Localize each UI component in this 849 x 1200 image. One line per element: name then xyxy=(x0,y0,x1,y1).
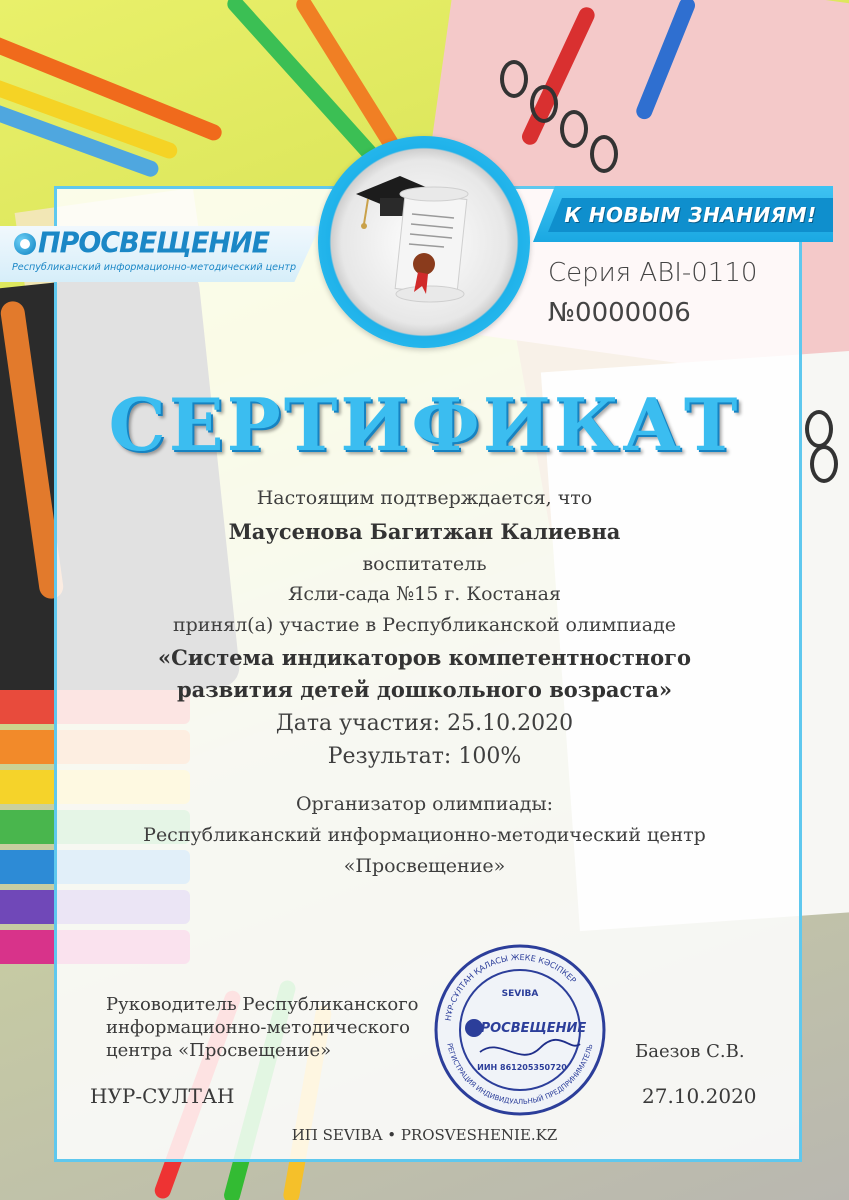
confirm-text: Настоящим подтверждается, что xyxy=(256,487,593,509)
signatory-role-line3: центра «Просвещение» xyxy=(106,1040,332,1061)
olympiad-title-line1: «Система индикаторов компетентностного xyxy=(158,645,691,670)
diploma-emblem xyxy=(318,136,530,348)
stamp-bottom-ring-text: РЕГИСТРАЦИЯ ИНДИВИДУАЛЬНЫЙ ПРЕДПРИНИМАТЕЛЬ xyxy=(445,1042,595,1107)
olympiad-title-line2: развития детей дошкольного возраста» xyxy=(176,677,673,702)
official-stamp xyxy=(430,940,610,1120)
spiral-ring xyxy=(590,135,618,173)
diploma-scroll-icon xyxy=(338,154,510,326)
signatory-role-line2: информационно-методического xyxy=(106,1017,411,1038)
certificate-title: СЕРТИФИКАТ xyxy=(108,382,741,467)
stamp-center-text: ПРОСВЕЩЕНИЕ xyxy=(469,1021,587,1036)
spiral-ring xyxy=(530,85,558,123)
certificate-number: №0000006 xyxy=(548,298,691,328)
organizer-label: Организатор олимпиады: xyxy=(295,793,554,815)
recipient-organization: Ясли-сада №15 г. Костаная xyxy=(287,583,561,605)
logo-subtitle: Республиканский информационно-методический центр xyxy=(12,262,297,273)
logo-title: ПРОСВЕЩЕНИЕ xyxy=(38,227,270,260)
signatory-role-line1: Руководитель Республиканского xyxy=(106,994,419,1015)
footer-credits: ИП SEVIBA • PROSVESHENIE.KZ xyxy=(291,1126,558,1144)
signatory-role xyxy=(106,993,419,1062)
stamp-top-text: SEVIBA xyxy=(501,989,539,999)
spiral-ring xyxy=(500,60,528,98)
organizer-brand: «Просвещение» xyxy=(343,855,506,877)
issue-city: НУР-СУЛТАН xyxy=(90,1084,235,1108)
spiral-ring xyxy=(560,110,588,148)
organizer-name: Республиканский информационно-методический центр xyxy=(143,824,706,846)
participation-text: принял(а) участие в Республиканской олимпиаде xyxy=(172,614,677,636)
stamp-ring-text: НҰР-СҰЛТАН ҚАЛАСЫ ЖЕКЕ КӘСІПКЕР xyxy=(443,952,578,1022)
issue-date: 27.10.2020 xyxy=(642,1084,757,1108)
recipient-position: воспитатель xyxy=(362,553,487,575)
result: Результат: 100% xyxy=(327,744,522,769)
signer-name: Баезов С.В. xyxy=(635,1041,745,1062)
certificate-series: Серия ABI-0110 xyxy=(548,258,758,288)
slogan-text: К НОВЫМ ЗНАНИЯМ! xyxy=(564,203,817,227)
recipient-name: Маусенова Багитжан Калиевна xyxy=(228,519,621,544)
participation-date: Дата участия: 25.10.2020 xyxy=(275,711,574,736)
stamp-inn-text: ИИН 861205350720 xyxy=(477,1063,567,1072)
logo-icon xyxy=(14,233,36,255)
